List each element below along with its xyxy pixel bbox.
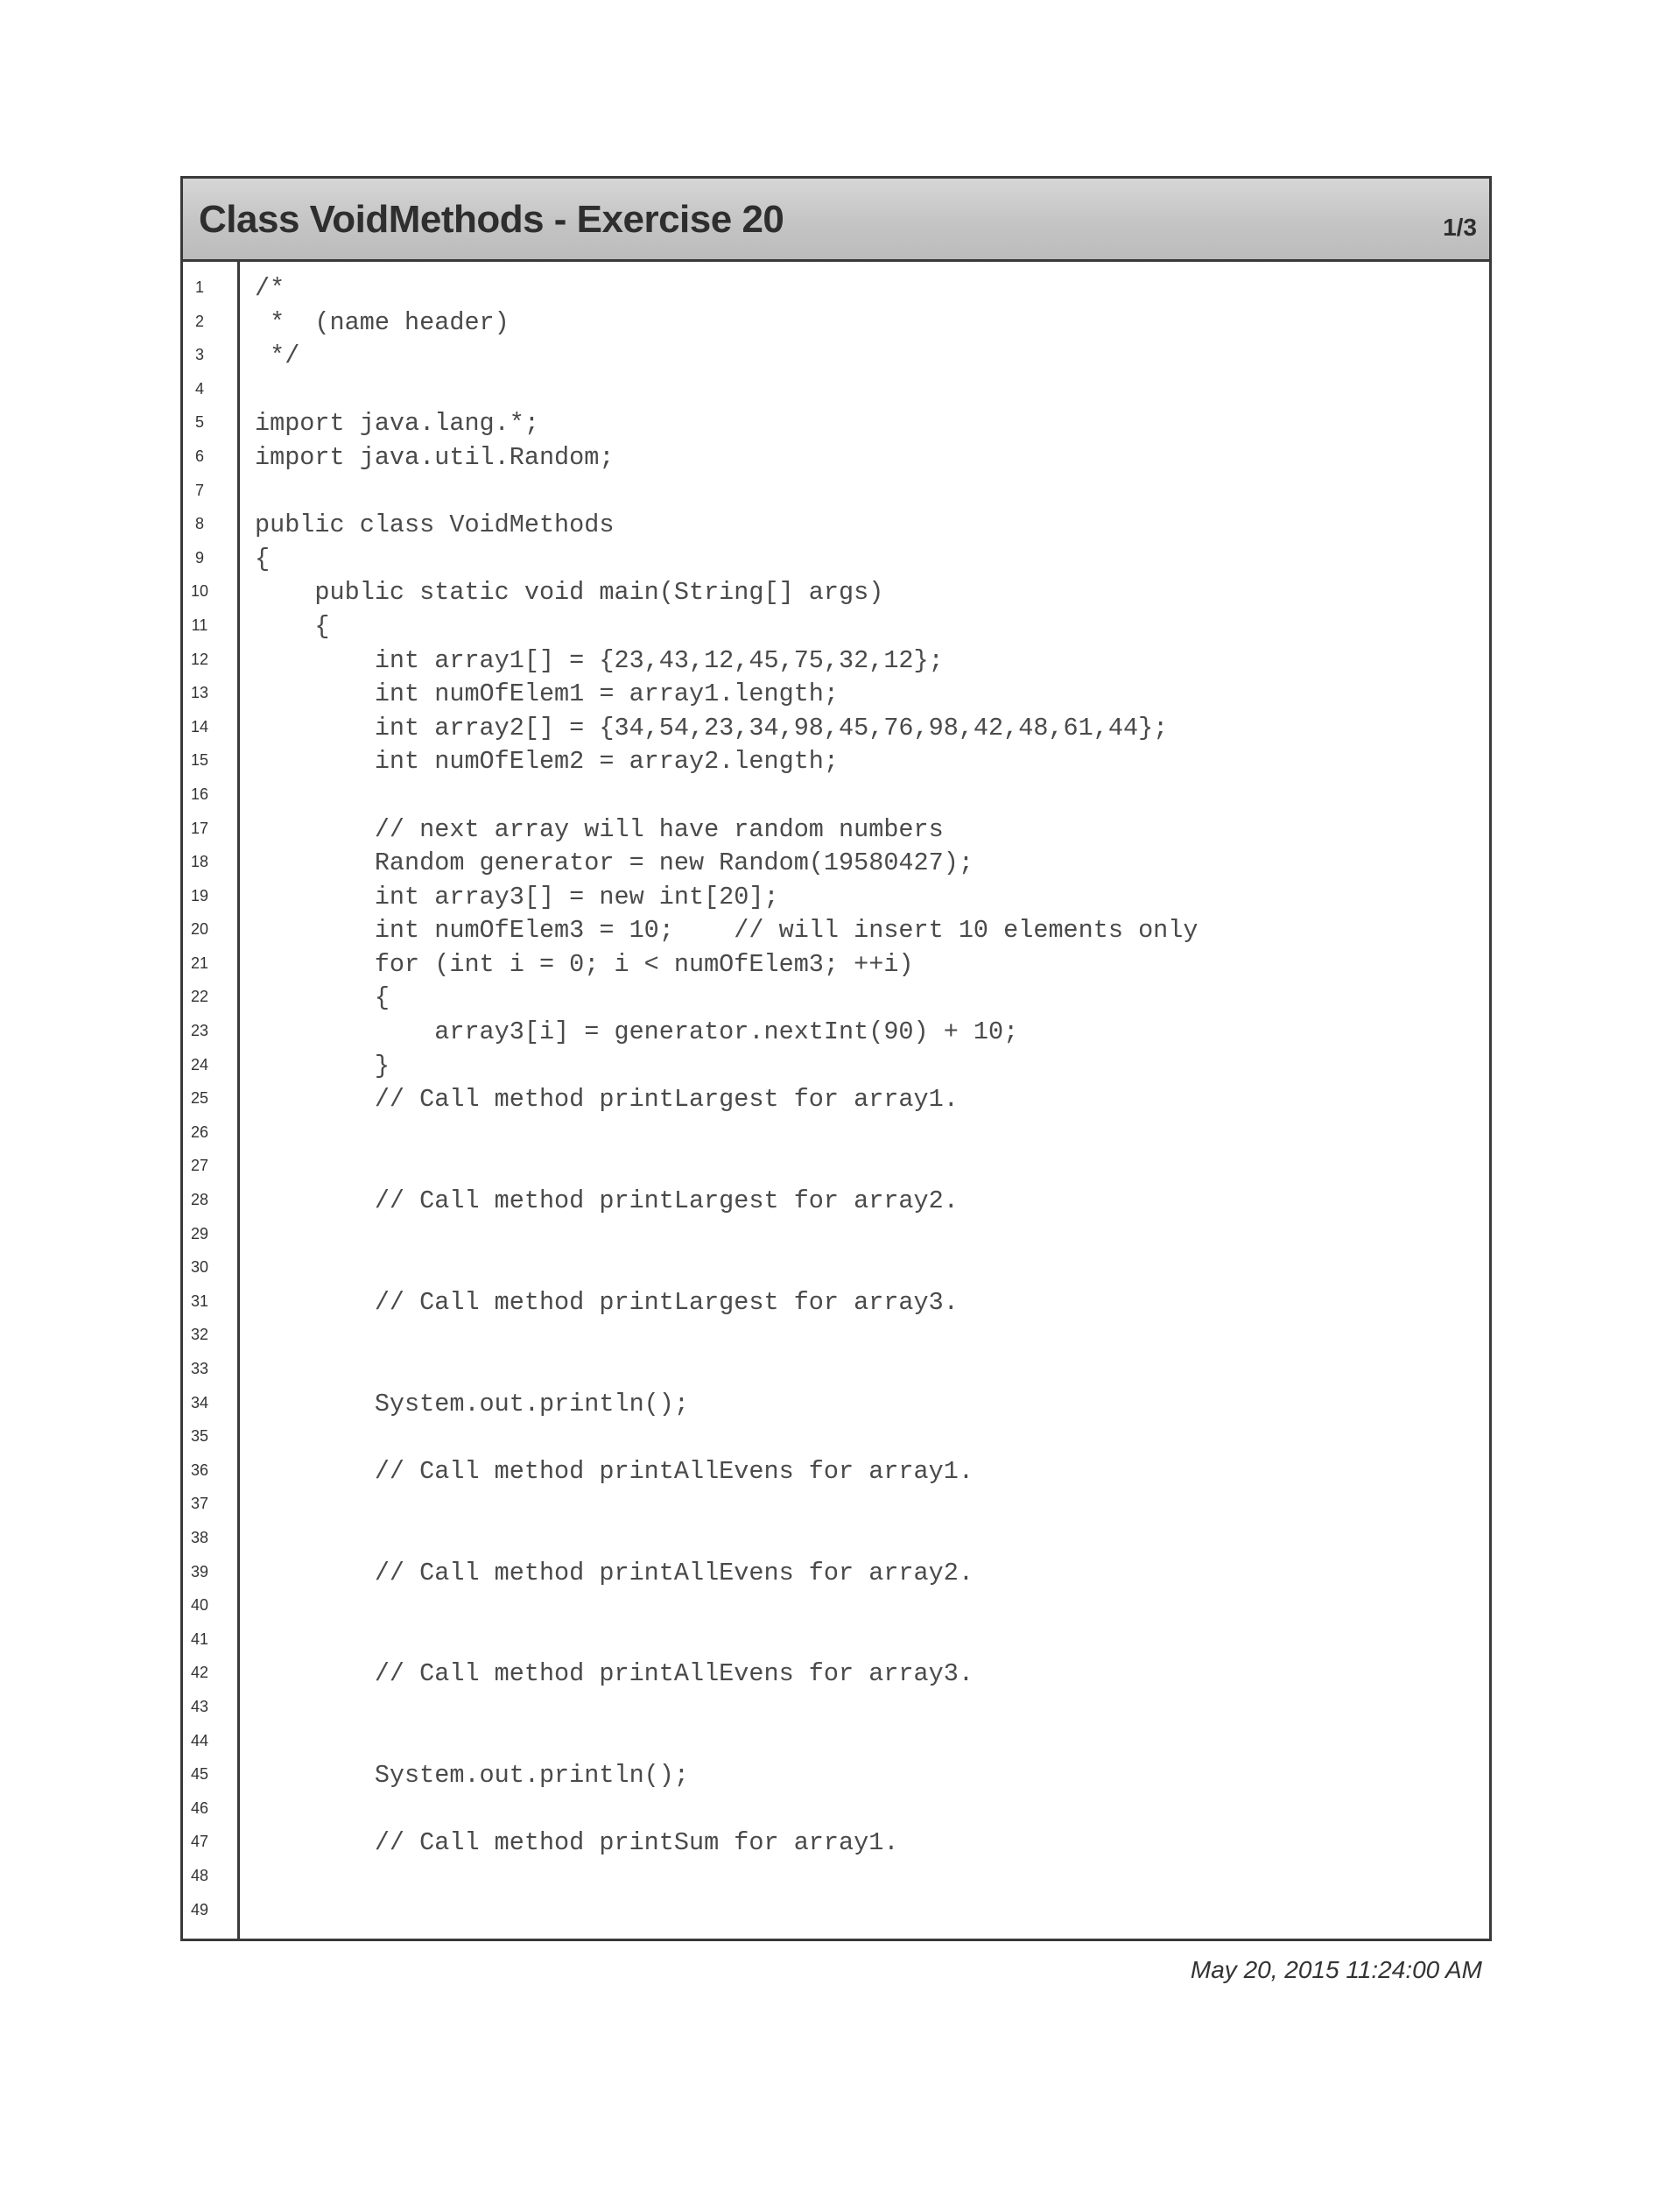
code-line [183, 1285, 1489, 1319]
line-number: 43 [190, 1697, 209, 1715]
code-line [183, 1521, 1489, 1555]
line-code: { [255, 611, 330, 641]
line-code: public class VoidMethods [255, 510, 615, 540]
line-code: int numOfElem1 = array1.length; [255, 679, 840, 709]
line-number: 19 [190, 886, 209, 904]
page-indicator: 1/3 [1443, 214, 1477, 241]
line-number: 31 [190, 1292, 209, 1310]
line-number: 37 [190, 1495, 209, 1513]
code-line [183, 1859, 1489, 1893]
line-number: 11 [191, 616, 208, 634]
line-code: import java.util.Random; [255, 442, 615, 472]
line-number: 14 [190, 717, 209, 736]
line-number: 38 [190, 1528, 209, 1546]
line-number: 34 [190, 1393, 209, 1411]
code-line [183, 710, 1489, 744]
line-number: 5 [194, 413, 204, 432]
code-line [183, 1791, 1489, 1826]
line-number: 29 [190, 1224, 209, 1242]
line-code: int array3[] = new int[20]; [255, 882, 779, 911]
code-line [183, 1757, 1489, 1791]
code-line [183, 1588, 1489, 1622]
line-number: 46 [190, 1798, 209, 1817]
line-number: 17 [190, 819, 209, 837]
line-number: 40 [190, 1596, 209, 1615]
line-code: int array2[] = {34,54,23,34,98,45,76,98,42,48,61,44}; [255, 713, 1169, 743]
line-code: // Call method printAllEvens for array3. [255, 1659, 974, 1689]
code-line [183, 1487, 1489, 1521]
code-line [183, 912, 1489, 947]
line-number: 24 [190, 1055, 209, 1073]
line-number: 18 [190, 853, 209, 871]
line-code: { [255, 983, 390, 1013]
code-listing [180, 176, 1492, 1941]
line-number: 12 [190, 650, 209, 668]
code-line [183, 609, 1489, 643]
line-number: 42 [190, 1664, 209, 1682]
code-line [183, 980, 1489, 1014]
code-line [183, 1825, 1489, 1859]
line-number: 22 [190, 988, 209, 1006]
line-number: 47 [190, 1833, 209, 1851]
line-number: 2 [194, 312, 204, 330]
code-area [183, 262, 1489, 1939]
listing-title: Class VoidMethods - Exercise 20 [199, 198, 784, 241]
line-number: 13 [190, 684, 209, 702]
line-code: public static void main(String[] args) [255, 578, 884, 608]
line-number: 27 [190, 1157, 209, 1175]
code-line [183, 338, 1489, 372]
code-line [183, 1656, 1489, 1690]
line-number: 44 [190, 1731, 209, 1749]
code-line [183, 1250, 1489, 1285]
line-code: int array1[] = {23,43,12,45,75,32,12}; [255, 645, 944, 675]
code-line [183, 778, 1489, 812]
code-line [183, 1555, 1489, 1589]
line-code: System.out.println(); [255, 1389, 689, 1418]
line-code: int numOfElem3 = 10; // will insert 10 elements only [255, 916, 1198, 946]
code-line [183, 541, 1489, 575]
line-number: 45 [190, 1765, 209, 1784]
line-number: 39 [190, 1562, 209, 1580]
code-line [183, 405, 1489, 440]
code-line [183, 879, 1489, 913]
line-code: // Call method printAllEvens for array1. [255, 1456, 974, 1486]
code-line [183, 574, 1489, 609]
line-number: 7 [194, 481, 204, 499]
line-number: 10 [190, 582, 209, 601]
line-code: */ [255, 341, 300, 371]
code-line [183, 743, 1489, 778]
line-number: 4 [194, 379, 204, 398]
code-line [183, 305, 1489, 339]
code-line [183, 1318, 1489, 1352]
line-number: 32 [190, 1326, 209, 1344]
code-lines [183, 271, 1489, 1926]
code-line [183, 1014, 1489, 1048]
code-line [183, 1453, 1489, 1488]
line-code: Random generator = new Random(19580427); [255, 848, 974, 878]
line-number: 16 [190, 785, 209, 803]
line-number: 35 [190, 1427, 209, 1446]
line-number: 41 [190, 1629, 209, 1648]
listing-header [183, 179, 1489, 262]
line-number: 23 [190, 1022, 209, 1040]
line-code: { [255, 544, 271, 574]
code-line [183, 1419, 1489, 1453]
code-line [183, 1386, 1489, 1420]
line-number: 48 [190, 1866, 209, 1884]
line-number: 8 [194, 515, 204, 533]
code-line [183, 507, 1489, 541]
line-number: 3 [194, 346, 204, 364]
line-code: // Call method printLargest for array1. [255, 1085, 959, 1115]
print-timestamp: May 20, 2015 11:24:00 AM [1190, 1956, 1482, 1983]
code-line [183, 1690, 1489, 1724]
line-number: 30 [190, 1258, 209, 1277]
code-line [183, 812, 1489, 846]
code-line [183, 1217, 1489, 1251]
code-line [183, 1183, 1489, 1217]
line-number: 21 [190, 954, 209, 972]
code-line [183, 643, 1489, 677]
line-code: // Call method printSum for array1. [255, 1828, 899, 1858]
code-line [183, 1048, 1489, 1082]
line-number: 15 [190, 751, 209, 770]
line-code: /* [255, 274, 285, 303]
line-number: 20 [190, 920, 209, 939]
code-line [183, 271, 1489, 305]
code-line [183, 1724, 1489, 1758]
line-code: // next array will have random numbers [255, 814, 944, 844]
line-code: // Call method printAllEvens for array2. [255, 1558, 974, 1587]
line-code: } [255, 1051, 390, 1080]
line-number: 49 [190, 1900, 209, 1918]
line-number: 33 [190, 1360, 209, 1377]
code-line [183, 1893, 1489, 1927]
line-number: 9 [194, 548, 204, 567]
code-line [183, 1352, 1489, 1386]
code-line [183, 372, 1489, 406]
line-code: for (int i = 0; i < numOfElem3; ++i) [255, 949, 914, 979]
code-line [183, 1622, 1489, 1657]
code-line [183, 676, 1489, 710]
code-line [183, 474, 1489, 508]
line-number: 36 [190, 1461, 209, 1479]
line-code: import java.lang.*; [255, 409, 539, 439]
code-line [183, 1116, 1489, 1150]
code-line [183, 440, 1489, 474]
line-code: // Call method printLargest for array3. [255, 1287, 959, 1317]
line-number: 26 [190, 1123, 209, 1141]
code-line [183, 1081, 1489, 1116]
line-number: 25 [190, 1089, 209, 1108]
line-number: 1 [194, 278, 204, 296]
line-number: 28 [190, 1191, 209, 1209]
code-line [183, 947, 1489, 981]
line-code: array3[i] = generator.nextInt(90) + 10; [255, 1017, 1019, 1047]
line-code: * (name header) [255, 307, 510, 337]
line-code: int numOfElem2 = array2.length; [255, 747, 840, 777]
line-code: System.out.println(); [255, 1761, 689, 1791]
line-number: 6 [194, 447, 204, 465]
code-line [183, 845, 1489, 879]
code-line [183, 1149, 1489, 1183]
line-code: // Call method printLargest for array2. [255, 1186, 959, 1216]
